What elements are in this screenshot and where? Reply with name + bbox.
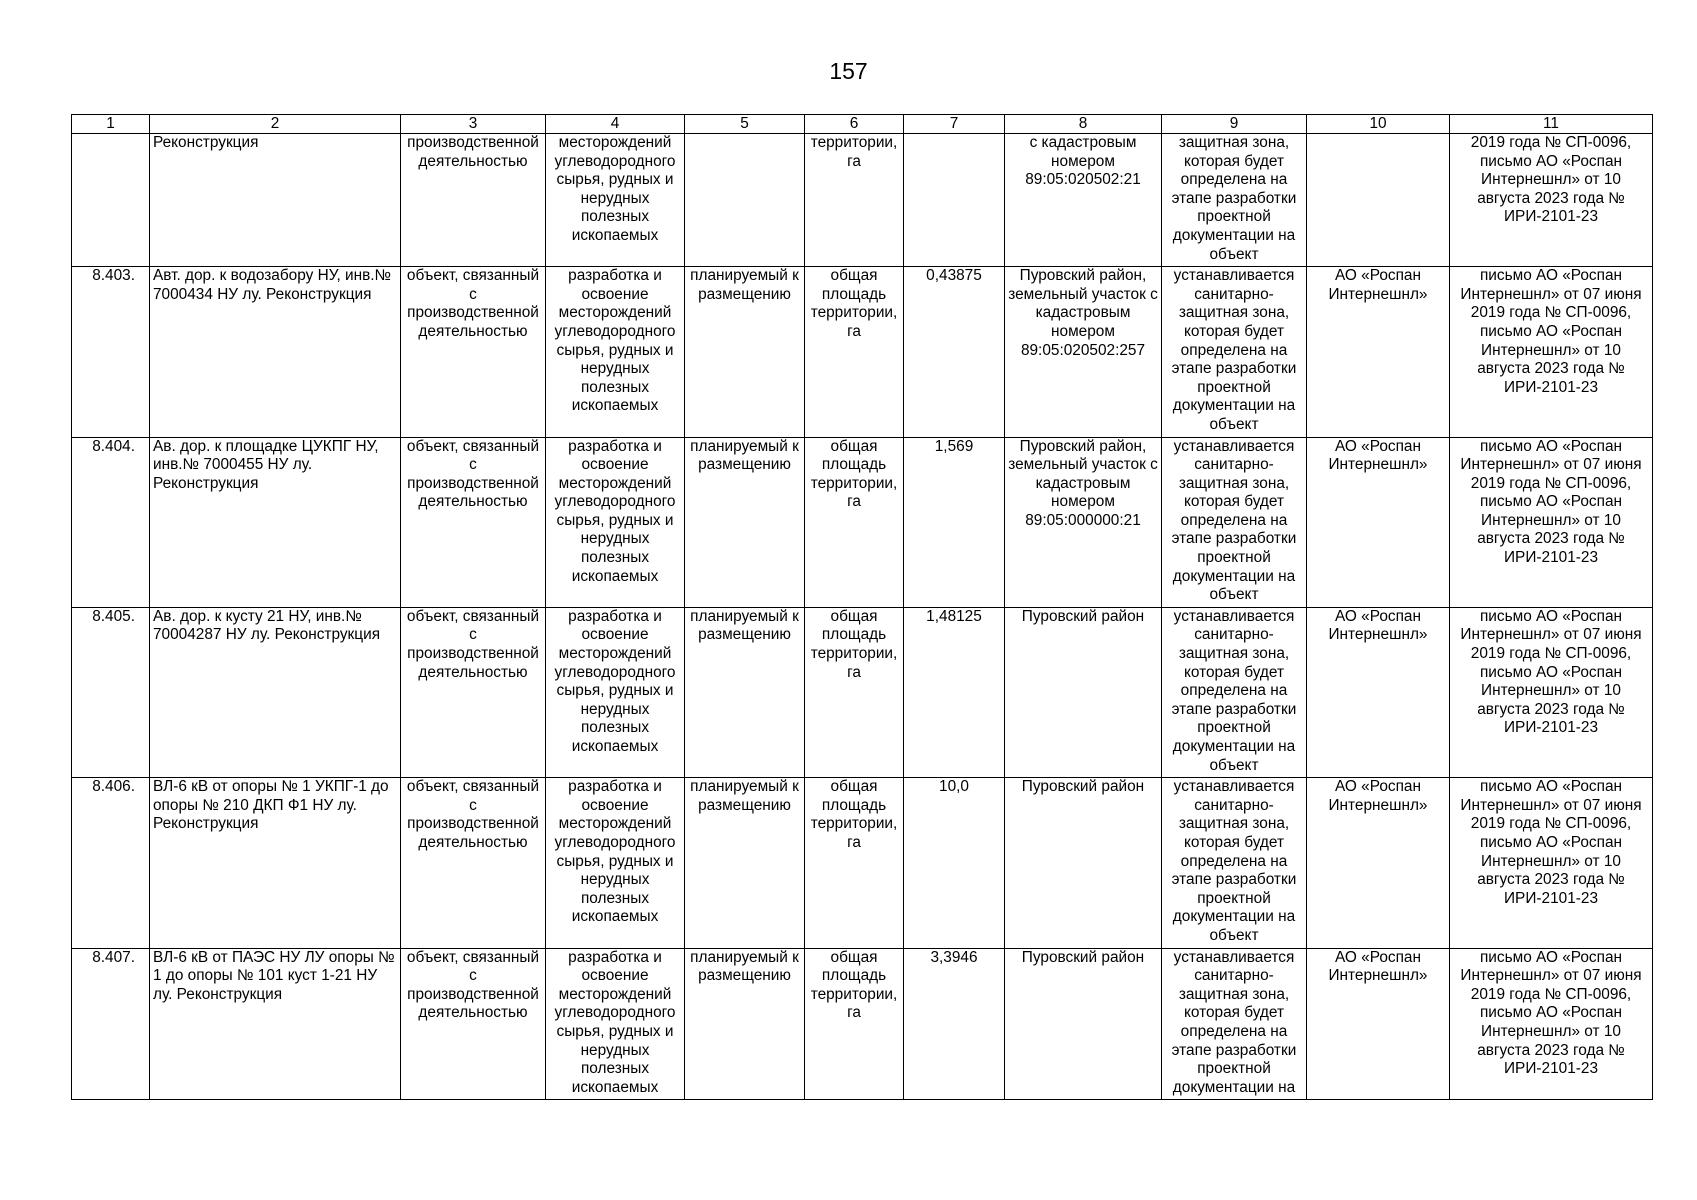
cell-type: объект, связанный с производственной деятельностью: [401, 948, 546, 1100]
cell-name: Ав. дор. к кусту 21 НУ, инв.№ 70004287 НУ лу. Реконструкция: [150, 607, 401, 777]
table-row: [72, 778, 1653, 948]
table-row: [72, 267, 1653, 437]
cell-num: [72, 134, 150, 267]
cell-owner: АО «Роспан Интернешнл»: [1307, 267, 1450, 437]
cell-purpose: разработка и освоение месторождений углеводородного сырья, рудных и нерудных полезных ископаемых: [546, 948, 685, 1100]
column-number-row: [72, 115, 1653, 134]
column-number: 2: [150, 115, 401, 134]
cell-location: Пуровский район, земельный участок с кадастровым номером 89:05:000000:21: [1005, 437, 1162, 607]
cell-basis: письмо АО «Роспан Интернешнл» от 07 июня 2019 года № СП-0096, письмо АО «Роспан Интернешнл» от 10 августа 2023 года № ИРИ-2101-23: [1450, 437, 1653, 607]
cell-purpose: разработка и освоение месторождений углеводородного сырья, рудных и нерудных полезных ископаемых: [546, 267, 685, 437]
page-number: 157: [829, 58, 868, 84]
cell-zone: устанавливается санитарно-защитная зона, которая будет определена на этапе разработки проектной документации на объект: [1162, 267, 1307, 437]
cell-status: планируемый к размещению: [685, 437, 805, 607]
cell-basis: письмо АО «Роспан Интернешнл» от 07 июня 2019 года № СП-0096, письмо АО «Роспан Интернешнл» от 10 августа 2023 года № ИРИ-2101-23: [1450, 948, 1653, 1100]
cell-purpose: разработка и освоение месторождений углеводородного сырья, рудных и нерудных полезных ископаемых: [546, 437, 685, 607]
cell-name: ВЛ-6 кВ от опоры № 1 УКПГ-1 до опоры № 210 ДКП Ф1 НУ лу. Реконструкция: [150, 778, 401, 948]
cell-characteristic: общая площадь территории, га: [805, 948, 904, 1100]
cell-location: Пуровский район: [1005, 948, 1162, 1100]
cell-purpose: разработка и освоение месторождений углеводородного сырья, рудных и нерудных полезных ископаемых: [546, 778, 685, 948]
cell-basis: письмо АО «Роспан Интернешнл» от 07 июня 2019 года № СП-0096, письмо АО «Роспан Интернешнл» от 10 августа 2023 года № ИРИ-2101-23: [1450, 607, 1653, 777]
column-number: 5: [685, 115, 805, 134]
column-number: 9: [1162, 115, 1307, 134]
column-number: 4: [546, 115, 685, 134]
cell-purpose: месторождений углеводородного сырья, рудных и нерудных полезных ископаемых: [546, 134, 685, 267]
objects-table: [71, 114, 1653, 1100]
cell-location: с кадастровым номером 89:05:020502:21: [1005, 134, 1162, 267]
cell-location: Пуровский район: [1005, 778, 1162, 948]
cell-type: объект, связанный с производственной деятельностью: [401, 267, 546, 437]
cell-num: 8.406.: [72, 778, 150, 948]
column-number: 8: [1005, 115, 1162, 134]
column-number: 3: [401, 115, 546, 134]
cell-name: Авт. дор. к водозабору НУ, инв.№ 7000434 НУ лу. Реконструкция: [150, 267, 401, 437]
cell-status: планируемый к размещению: [685, 607, 805, 777]
cell-value: [904, 134, 1005, 267]
cell-zone: устанавливается санитарно-защитная зона, которая будет определена на этапе разработки проектной документации на объект: [1162, 437, 1307, 607]
cell-value: 1,48125: [904, 607, 1005, 777]
column-number: 7: [904, 115, 1005, 134]
cell-basis: письмо АО «Роспан Интернешнл» от 07 июня 2019 года № СП-0096, письмо АО «Роспан Интернешнл» от 10 августа 2023 года № ИРИ-2101-23: [1450, 267, 1653, 437]
cell-name: Ав. дор. к площадке ЦУКПГ НУ, инв.№ 7000455 НУ лу. Реконструкция: [150, 437, 401, 607]
cell-value: 10,0: [904, 778, 1005, 948]
column-number: 11: [1450, 115, 1653, 134]
cell-status: планируемый к размещению: [685, 778, 805, 948]
cell-status: планируемый к размещению: [685, 267, 805, 437]
cell-characteristic: общая площадь территории, га: [805, 607, 904, 777]
cell-type: объект, связанный с производственной деятельностью: [401, 778, 546, 948]
cell-purpose: разработка и освоение месторождений углеводородного сырья, рудных и нерудных полезных ископаемых: [546, 607, 685, 777]
cell-zone: устанавливается санитарно-защитная зона, которая будет определена на этапе разработки проектной документации на объект: [1162, 778, 1307, 948]
column-number: 10: [1307, 115, 1450, 134]
continuation-row: [72, 134, 1653, 267]
cell-owner: АО «Роспан Интернешнл»: [1307, 948, 1450, 1100]
cell-name: ВЛ-6 кВ от ПАЭС НУ ЛУ опоры № 1 до опоры № 101 куст 1-21 НУ лу. Реконструкция: [150, 948, 401, 1100]
cell-value: 0,43875: [904, 267, 1005, 437]
column-number: 6: [805, 115, 904, 134]
cell-location: Пуровский район: [1005, 607, 1162, 777]
cell-basis: письмо АО «Роспан Интернешнл» от 07 июня 2019 года № СП-0096, письмо АО «Роспан Интернешнл» от 10 августа 2023 года № ИРИ-2101-23: [1450, 778, 1653, 948]
cell-status: [685, 134, 805, 267]
table-row: [72, 948, 1653, 1100]
table-row: [72, 607, 1653, 777]
cell-owner: [1307, 134, 1450, 267]
cell-characteristic: общая площадь территории, га: [805, 778, 904, 948]
cell-owner: АО «Роспан Интернешнл»: [1307, 607, 1450, 777]
cell-type: производственной деятельностью: [401, 134, 546, 267]
cell-owner: АО «Роспан Интернешнл»: [1307, 437, 1450, 607]
cell-name: Реконструкция: [150, 134, 401, 267]
cell-basis: 2019 года № СП-0096, письмо АО «Роспан Интернешнл» от 10 августа 2023 года № ИРИ-2101-23: [1450, 134, 1653, 267]
cell-zone: защитная зона, которая будет определена на этапе разработки проектной документации на объект: [1162, 134, 1307, 267]
table-row: [72, 437, 1653, 607]
cell-characteristic: территории, га: [805, 134, 904, 267]
cell-characteristic: общая площадь территории, га: [805, 437, 904, 607]
column-number: 1: [72, 115, 150, 134]
cell-type: объект, связанный с производственной деятельностью: [401, 607, 546, 777]
cell-num: 8.405.: [72, 607, 150, 777]
cell-value: 1,569: [904, 437, 1005, 607]
cell-zone: устанавливается санитарно-защитная зона, которая будет определена на этапе разработки проектной документации на объект: [1162, 607, 1307, 777]
cell-owner: АО «Роспан Интернешнл»: [1307, 778, 1450, 948]
cell-num: 8.404.: [72, 437, 150, 607]
cell-characteristic: общая площадь территории, га: [805, 267, 904, 437]
cell-num: 8.407.: [72, 948, 150, 1100]
cell-type: объект, связанный с производственной деятельностью: [401, 437, 546, 607]
cell-num: 8.403.: [72, 267, 150, 437]
cell-status: планируемый к размещению: [685, 948, 805, 1100]
cell-value: 3,3946: [904, 948, 1005, 1100]
cell-location: Пуровский район, земельный участок с кадастровым номером 89:05:020502:257: [1005, 267, 1162, 437]
cell-zone: устанавливается санитарно-защитная зона, которая будет определена на этапе разработки проектной документации на: [1162, 948, 1307, 1100]
